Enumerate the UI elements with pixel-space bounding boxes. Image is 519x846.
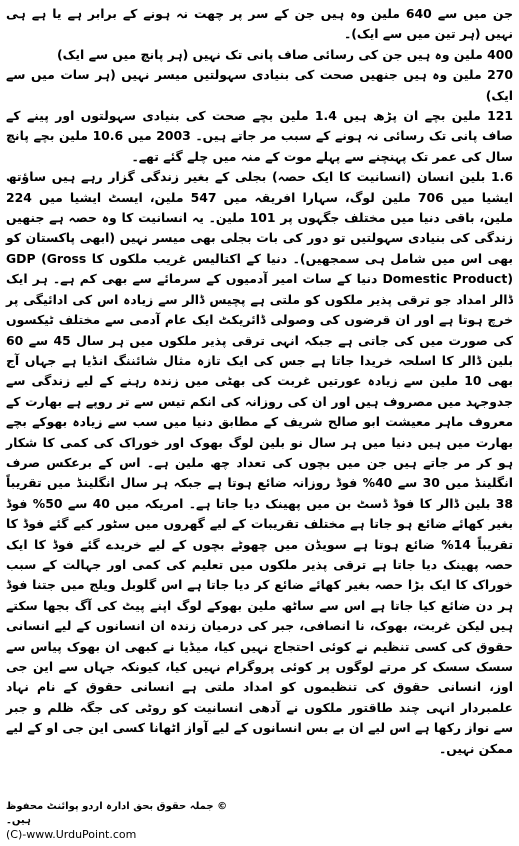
paragraph-electricity-poverty: 1.6 بلین انسان (انسانیت کا ایک حصہ) بجلی کے بغیر زندگی گزار رہے ہیں ساؤتھ ایشیا میں 706 ملین لوگ، سہارا افریقہ میں 547 ملین، ایسٹ ایشیا میں 224 ملین، باقی دنیا میں مختلف جگہوں پر 101 ملین۔ یہ انسانیت کا وہ حصہ ہے جنھیں زندگی کی بنیادی سہولتیں تو دور کی بات بجلی بھی میسر نہیں (ابھی پاکستان کو بھی اس میں شامل ہی سمجھیں)۔ دنیا کے اکتالیس غریب ملکوں کا GDP (Gross Domestic Product) دنیا کے سات امیر آدمیوں کے سرمائے سے بھی کم ہے۔ ہر ایک ڈالر امداد جو ترقی پذیر ملکوں کو ملتی ہے پچیس ڈالر سے زیادہ اس کی ادائیگی پر خرچ ہوتا ہے اور ان قرضوں کی وصولی ڈائریکٹ ایک عام آدمی سے مختلف ٹیکسوں کی صورت میں کی جاتی ہے جبکہ انہی ترقی پذیر ملکوں میں ہر سال 45 سے 60 بلین ڈالر کا اسلحہ خریدا جاتا ہے جس کی ایک تازہ مثال شائننگ انڈیا ہے جہاں آج بھی 10 ملین سے زیادہ عورتیں غربت کی بھٹی میں زندہ رہنے کے لیے زندگی سے جدوجہد میں مصروف ہیں اور ان کی روزانہ کی انکم تیس سے تر روپے ہے بھارت کے معروف ماہر معیشت ابو صالح شریف کے مطابق دنیا میں سب سے زیادہ بھوکے بچے بھارت میں ہیں دنیا میں ہر سال نو بلین لوگ بھوک اور خوراک کی کمی کا شکار ہو کر مر جاتے ہیں جن میں بچوں کی تعداد چھ ملین ہے۔ اس کے برعکس صرف انگلینڈ میں 30 سے 40% فوڈ روزانہ ضائع ہوتا ہے جبکہ ہر سال انگلینڈ میں تقریباً 38 بلین ڈالر کا فوڈ ڈسٹ بن میں پھینک دیا جاتا ہے۔ امریکہ میں 40 سے 50% فوڈ بغیر کھائے ضائع ہو جاتا ہے مختلف تقریبات کے لیے گھروں میں سٹور کیے گئے فوڈ کا تقریباً 14% ضائع ہوتا ہے سویڈن میں چھوٹے بچوں کے لیے خریدے گئے فوڈ کا ایک حصہ پھینک دیا جاتا ہے ترقی پذیر ملکوں میں تعلیم کی کمی اور جہالت کے سبب خوراک کا ایک بڑا حصہ بغیر کھائے ضائع کر دیا جاتا ہے اس گلوبل ویلج میں جتنا فوڈ ہر دن ضائع کیا جاتا ہے اس سے ساٹھ ملین بھوکے لوگ اپنے پیٹ کی آگ بجھا سکتے ہیں لیکن غربت، بھوک، نا انصافی، جبر کی درمیان زندہ ان انسانوں کے لیے انسانی حقوق کی کسی تنظیم نے کوئی احتجاج نہیں کیا، میڈیا نے کبھی ان بھوک پیاس سے سسک سسک کر مرتے لوگوں پر کوئی پروگرام نہیں کیا، کیونکہ جہاں سے این جی اوز، انسانی حقوق کی تنظیموں کو امداد ملتی ہے انسانی حقوق کے نام نہاد علمبردار انہی چند طاقتور ملکوں نے آدھی انسانیت کو روٹی کی جگہ ظلم و جبر سے نواز رکھا ہے اس لیے ان بے بس انسانوں کے لیے آواز اٹھانا کسی این جی او کے لیے ممکن نہیں۔ (6, 169, 513, 756)
paragraph-health: 270 ملین وہ ہیں جنھیں صحت کی بنیادی سہولتیں میسر نہیں (ہر سات میں سے ایک) (6, 67, 513, 103)
article-body (6, 4, 513, 759)
paragraph-children: 121 ملین بچے ان پڑھ ہیں 1.4 ملین بچے صحت کی بنیادی سہولتوں اور پینے کے صاف پانی تک رسائی نہ ہونے کے سبب مر جاتے ہیں۔ 2003 میں 10.6 ملین بچے پانچ سال کی عمر تک پہنچنے سے پہلے موت کے منہ میں چلے گئے تھے۔ (6, 108, 513, 164)
copyright-notice: © جملہ حقوق بحق ادارہ اردو پوائنٹ محفوظ ہیں۔ (6, 801, 228, 826)
site-link[interactable]: (C)-www.UrduPoint.com (6, 828, 137, 841)
paragraph-shelter: جن میں سے 640 ملین وہ ہیں جن کے سر پر چھت نہ ہونے کے برابر ہے یا ہے ہی نہیں (ہر تین میں سے ایک)۔ (6, 6, 513, 42)
page-footer (6, 800, 246, 842)
paragraph-clean-water: 400 ملین وہ ہیں جن کی رسائی صاف پانی تک نہیں (ہر پانچ میں سے ایک) (57, 46, 513, 62)
